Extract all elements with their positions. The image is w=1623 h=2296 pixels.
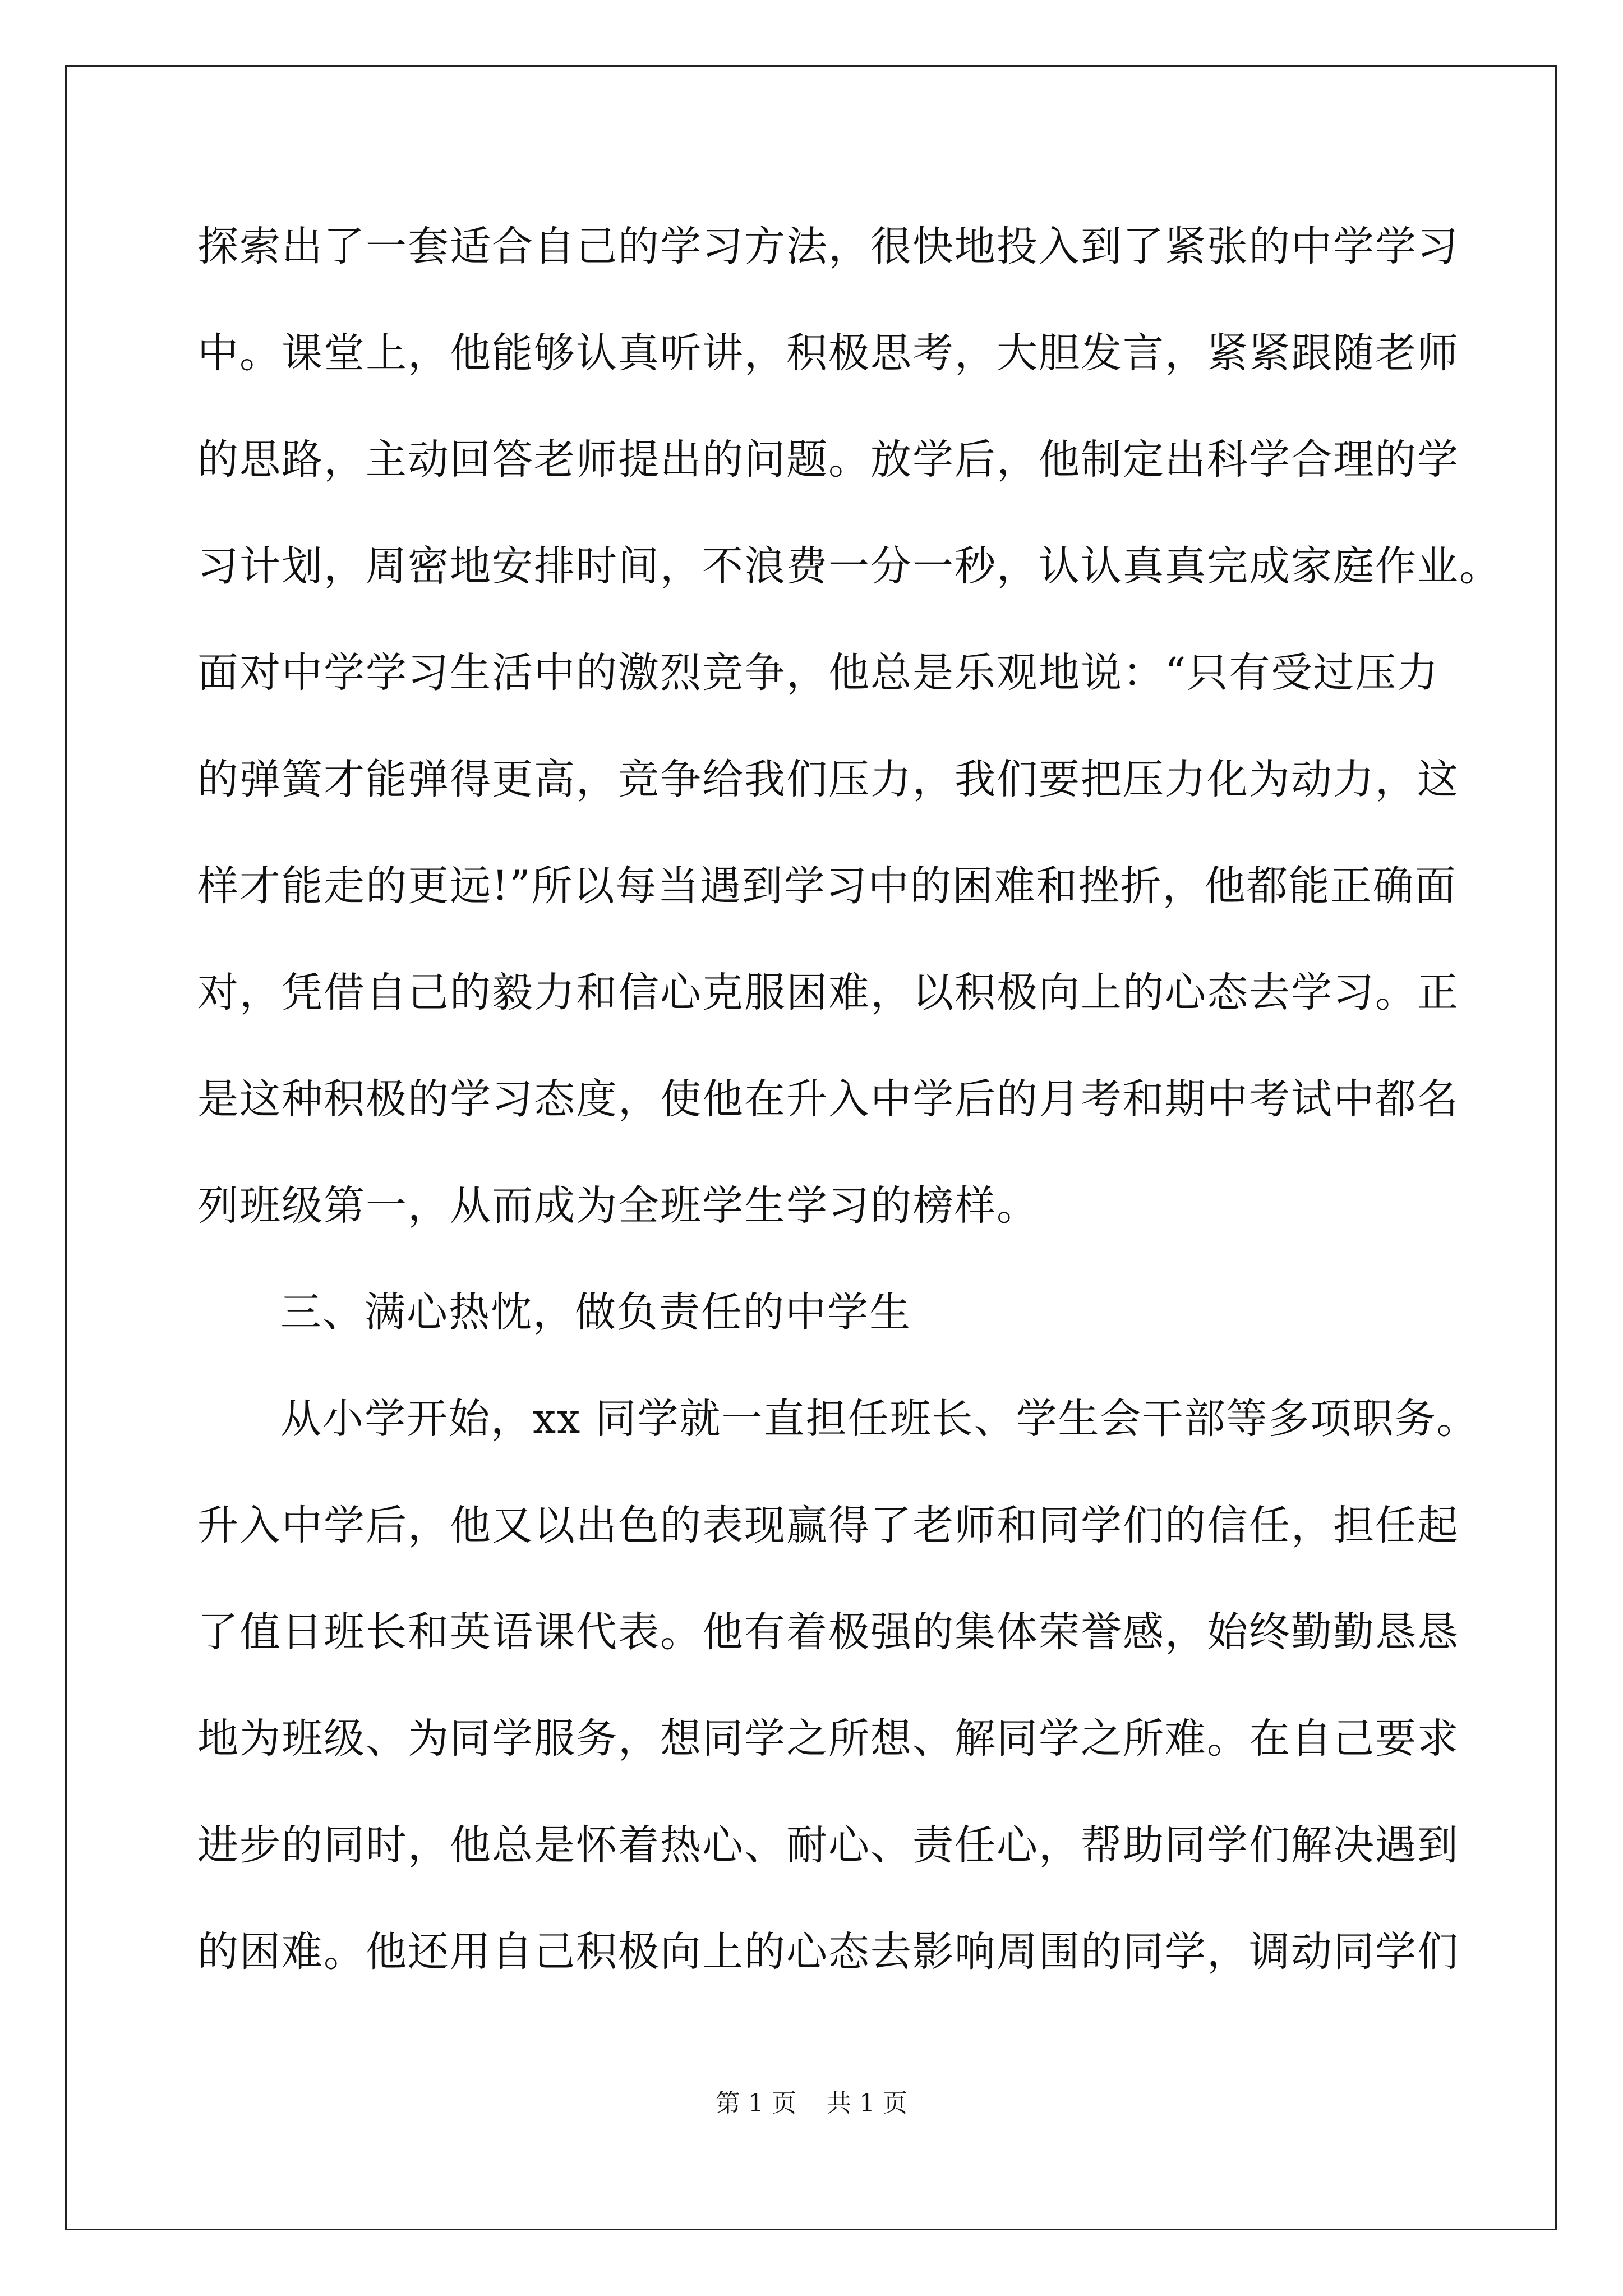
paragraph-line: 中。课堂上，他能够认真听讲，积极思考，大胆发言，紧紧跟随老师 xyxy=(197,329,1459,377)
page-number-total: 共 1 页 xyxy=(827,2089,907,2118)
paragraph-line: 的弹簧才能弹得更高，竞争给我们压力，我们要把压力化为动力，这 xyxy=(197,756,1459,803)
paragraph-line: 对，凭借自己的毅力和信心克服困难，以积极向上的心态去学习。正 xyxy=(197,969,1459,1016)
paragraph-line: 升入中学后，他又以出色的表现赢得了老师和同学们的信任，担任起 xyxy=(197,1502,1459,1549)
page-footer xyxy=(0,2087,1623,2120)
paragraph-line: 探索出了一套适合自己的学习方法，很快地投入到了紧张的中学学习 xyxy=(197,223,1459,270)
paragraph-line: 从小学开始，xx 同学就一直担任班长、学生会干部等多项职务。 xyxy=(280,1395,1479,1443)
paragraph-line: 了值日班长和英语课代表。他有着极强的集体荣誉感，始终勤勤恳恳 xyxy=(197,1608,1459,1656)
paragraph-line: 样才能走的更远!”所以每当遇到学习中的困难和挫折，他都能正确面 xyxy=(197,862,1457,910)
section-heading: 三、满心热忱，做负责任的中学生 xyxy=(280,1289,911,1336)
paragraph-line: 习计划，周密地安排时间，不浪费一分一秒，认认真真完成家庭作业。 xyxy=(197,542,1501,590)
paragraph-line: 进步的同时，他总是怀着热心、耐心、责任心，帮助同学们解决遇到 xyxy=(197,1821,1459,1869)
paragraph-line: 地为班级、为同学服务，想同学之所想、解同学之所难。在自己要求 xyxy=(197,1715,1459,1763)
paragraph-line: 面对中学学习生活中的激烈竞争，他总是乐观地说：“只有受过压力 xyxy=(197,649,1440,697)
paragraph-line: 的思路，主动回答老师提出的问题。放学后，他制定出科学合理的学 xyxy=(197,436,1459,484)
paragraph-line: 是这种积极的学习态度，使他在升入中学后的月考和期中考试中都名 xyxy=(197,1075,1459,1123)
paragraph-line: 列班级第一，从而成为全班学生学习的榜样。 xyxy=(197,1182,1039,1230)
page-border xyxy=(65,65,1557,2230)
paragraph-line: 的困难。他还用自己积极向上的心态去影响周围的同学，调动同学们 xyxy=(197,1928,1459,1976)
page-number-current: 第 1 页 xyxy=(716,2089,796,2118)
